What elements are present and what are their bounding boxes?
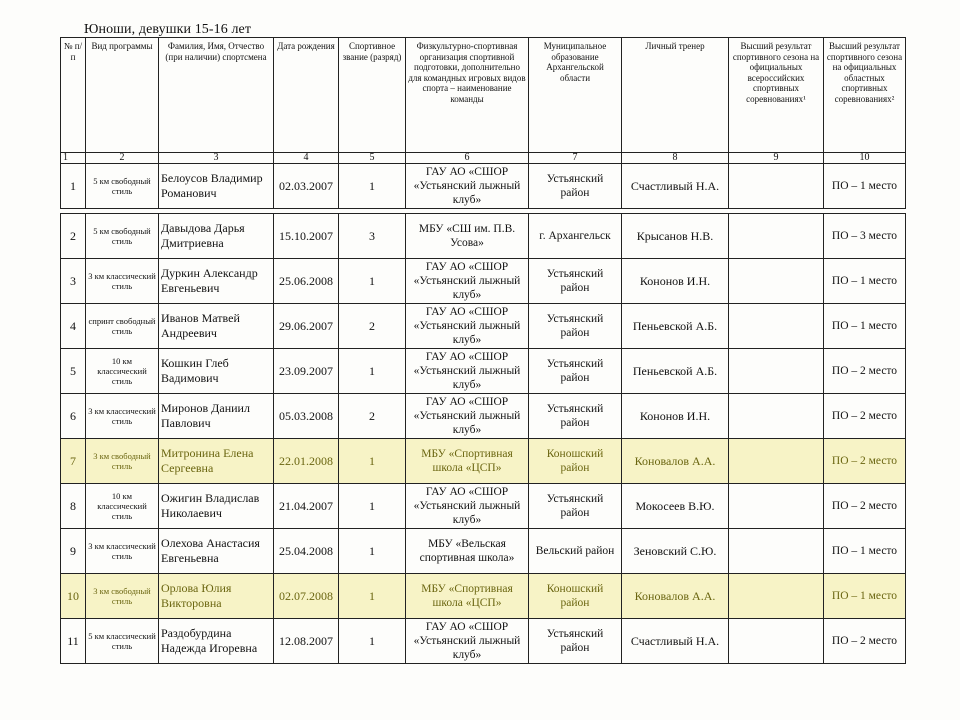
rank-cell: 1	[339, 619, 406, 664]
table-row	[61, 439, 906, 484]
table-row	[61, 574, 906, 619]
column-number: 1	[61, 153, 86, 164]
athlete-name-cell: Миронов Даниил Павлович	[159, 394, 274, 439]
column-number: 9	[729, 153, 824, 164]
rank-cell: 1	[339, 574, 406, 619]
program-cell: 3 км классический стиль	[86, 259, 159, 304]
regional-result-cell: ПО – 2 место	[824, 439, 906, 484]
row-number-cell: 10	[61, 574, 86, 619]
regional-result-cell: ПО – 1 место	[824, 164, 906, 209]
coach-cell: Кононов И.Н.	[622, 394, 729, 439]
athlete-name-cell: Белоусов Владимир Романович	[159, 164, 274, 209]
organization-cell: ГАУ АО «СШОР «Устьянский лыжный клуб»	[406, 259, 529, 304]
column-number: 10	[824, 153, 906, 164]
table-row	[61, 349, 906, 394]
header-cell: Вид программы	[86, 38, 159, 153]
table-row	[61, 164, 906, 209]
municipality-cell: Устьянский район	[529, 259, 622, 304]
header-cell: Муниципальное образование Архангельской области	[529, 38, 622, 153]
birth-date-cell: 25.04.2008	[274, 529, 339, 574]
all-russia-result-cell	[729, 619, 824, 664]
organization-cell: ГАУ АО «СШОР «Устьянский лыжный клуб»	[406, 484, 529, 529]
table-body	[61, 164, 906, 664]
coach-cell: Мокосеев В.Ю.	[622, 484, 729, 529]
header-cell: Дата рождения	[274, 38, 339, 153]
row-number-cell: 4	[61, 304, 86, 349]
athlete-name-cell: Кошкин Глеб Вадимович	[159, 349, 274, 394]
program-cell: 3 км классический стиль	[86, 394, 159, 439]
all-russia-result-cell	[729, 439, 824, 484]
program-cell: 3 км свободный стиль	[86, 574, 159, 619]
municipality-cell: Коношский район	[529, 439, 622, 484]
all-russia-result-cell	[729, 394, 824, 439]
birth-date-cell: 29.06.2007	[274, 304, 339, 349]
column-number: 3	[159, 153, 274, 164]
row-number-cell: 8	[61, 484, 86, 529]
header-cell: Фамилия, Имя, Отчество (при наличии) спортсмена	[159, 38, 274, 153]
program-cell: 5 км свободный стиль	[86, 214, 159, 259]
organization-cell: ГАУ АО «СШОР «Устьянский лыжный клуб»	[406, 349, 529, 394]
regional-result-cell: ПО – 1 место	[824, 574, 906, 619]
program-cell: 3 км классический стиль	[86, 529, 159, 574]
organization-cell: ГАУ АО «СШОР «Устьянский лыжный клуб»	[406, 304, 529, 349]
rank-cell: 1	[339, 259, 406, 304]
rank-cell: 1	[339, 164, 406, 209]
all-russia-result-cell	[729, 484, 824, 529]
table-row	[61, 214, 906, 259]
organization-cell: ГАУ АО «СШОР «Устьянский лыжный клуб»	[406, 164, 529, 209]
column-number: 7	[529, 153, 622, 164]
athlete-name-cell: Раздобурдина Надежда Игоревна	[159, 619, 274, 664]
regional-result-cell: ПО – 1 место	[824, 529, 906, 574]
coach-cell: Кононов И.Н.	[622, 259, 729, 304]
athletes-table	[60, 37, 906, 664]
all-russia-result-cell	[729, 259, 824, 304]
column-number: 2	[86, 153, 159, 164]
header-row	[61, 38, 906, 153]
athlete-name-cell: Ожигин Владислав Николаевич	[159, 484, 274, 529]
athlete-name-cell: Митронина Елена Сергеевна	[159, 439, 274, 484]
header-cell: Спортивное звание (разряд)	[339, 38, 406, 153]
all-russia-result-cell	[729, 304, 824, 349]
organization-cell: МБУ «Спортивная школа «ЦСП»	[406, 574, 529, 619]
organization-cell: МБУ «Спортивная школа «ЦСП»	[406, 439, 529, 484]
birth-date-cell: 25.06.2008	[274, 259, 339, 304]
regional-result-cell: ПО – 2 место	[824, 394, 906, 439]
table-row	[61, 619, 906, 664]
athlete-name-cell: Давыдова Дарья Дмитриевна	[159, 214, 274, 259]
regional-result-cell: ПО – 1 место	[824, 304, 906, 349]
coach-cell: Крысанов Н.В.	[622, 214, 729, 259]
municipality-cell: Коношский район	[529, 574, 622, 619]
birth-date-cell: 12.08.2007	[274, 619, 339, 664]
all-russia-result-cell	[729, 529, 824, 574]
rank-cell: 1	[339, 349, 406, 394]
all-russia-result-cell	[729, 574, 824, 619]
column-number: 5	[339, 153, 406, 164]
program-cell: 5 км классический стиль	[86, 619, 159, 664]
coach-cell: Пеньевской А.Б.	[622, 349, 729, 394]
coach-cell: Зеновский С.Ю.	[622, 529, 729, 574]
header-cell: Физкультурно-спортивная организация спортивной подготовки, дополнительно для командных игровых видов спорта – наименование команды	[406, 38, 529, 153]
row-number-cell: 3	[61, 259, 86, 304]
municipality-cell: Устьянский район	[529, 619, 622, 664]
table-row	[61, 529, 906, 574]
page-caption: Юноши, девушки 15-16 лет	[84, 22, 252, 37]
column-number-row	[61, 153, 906, 164]
athlete-name-cell: Олехова Анастасия Евгеньевна	[159, 529, 274, 574]
row-number-cell: 9	[61, 529, 86, 574]
column-number: 4	[274, 153, 339, 164]
regional-result-cell: ПО – 1 место	[824, 259, 906, 304]
birth-date-cell: 23.09.2007	[274, 349, 339, 394]
header-cell: Высший результат спортивного сезона на официальных областных спортивных соревнованиях²	[824, 38, 906, 153]
header-cell: Личный тренер	[622, 38, 729, 153]
table-row	[61, 394, 906, 439]
birth-date-cell: 02.07.2008	[274, 574, 339, 619]
regional-result-cell: ПО – 2 место	[824, 349, 906, 394]
municipality-cell: Устьянский район	[529, 394, 622, 439]
organization-cell: МБУ «Вельская спортивная школа»	[406, 529, 529, 574]
birth-date-cell: 15.10.2007	[274, 214, 339, 259]
column-number: 8	[622, 153, 729, 164]
coach-cell: Коновалов А.А.	[622, 574, 729, 619]
rank-cell: 2	[339, 394, 406, 439]
regional-result-cell: ПО – 2 место	[824, 484, 906, 529]
row-number-cell: 11	[61, 619, 86, 664]
table-row	[61, 304, 906, 349]
birth-date-cell: 21.04.2007	[274, 484, 339, 529]
coach-cell: Коновалов А.А.	[622, 439, 729, 484]
athlete-name-cell: Дуркин Александр Евгеньевич	[159, 259, 274, 304]
municipality-cell: Устьянский район	[529, 304, 622, 349]
program-cell: спринт свободный стиль	[86, 304, 159, 349]
birth-date-cell: 05.03.2008	[274, 394, 339, 439]
coach-cell: Пеньевской А.Б.	[622, 304, 729, 349]
row-number-cell: 7	[61, 439, 86, 484]
regional-result-cell: ПО – 3 место	[824, 214, 906, 259]
municipality-cell: Устьянский район	[529, 164, 622, 209]
program-cell: 3 км свободный стиль	[86, 439, 159, 484]
row-number-cell: 1	[61, 164, 86, 209]
municipality-cell: г. Архангельск	[529, 214, 622, 259]
rank-cell: 2	[339, 304, 406, 349]
row-number-cell: 2	[61, 214, 86, 259]
program-cell: 10 км классический стиль	[86, 484, 159, 529]
program-cell: 5 км свободный стиль	[86, 164, 159, 209]
all-russia-result-cell	[729, 164, 824, 209]
rank-cell: 1	[339, 484, 406, 529]
coach-cell: Счастливый Н.А.	[622, 164, 729, 209]
birth-date-cell: 02.03.2007	[274, 164, 339, 209]
rank-cell: 1	[339, 439, 406, 484]
header-cell: № п/п	[61, 38, 86, 153]
rank-cell: 3	[339, 214, 406, 259]
table-row	[61, 259, 906, 304]
organization-cell: ГАУ АО «СШОР «Устьянский лыжный клуб»	[406, 619, 529, 664]
municipality-cell: Устьянский район	[529, 484, 622, 529]
row-number-cell: 5	[61, 349, 86, 394]
row-number-cell: 6	[61, 394, 86, 439]
athlete-name-cell: Орлова Юлия Викторовна	[159, 574, 274, 619]
athlete-name-cell: Иванов Матвей Андреевич	[159, 304, 274, 349]
header-cell: Высший результат спортивного сезона на официальных всероссийских спортивных соревнованиях¹	[729, 38, 824, 153]
column-number: 6	[406, 153, 529, 164]
program-cell: 10 км классический стиль	[86, 349, 159, 394]
rank-cell: 1	[339, 529, 406, 574]
municipality-cell: Вельский район	[529, 529, 622, 574]
table-row	[61, 484, 906, 529]
regional-result-cell: ПО – 2 место	[824, 619, 906, 664]
birth-date-cell: 22.01.2008	[274, 439, 339, 484]
organization-cell: МБУ «СШ им. П.В. Усова»	[406, 214, 529, 259]
organization-cell: ГАУ АО «СШОР «Устьянский лыжный клуб»	[406, 394, 529, 439]
all-russia-result-cell	[729, 349, 824, 394]
coach-cell: Счастливый Н.А.	[622, 619, 729, 664]
all-russia-result-cell	[729, 214, 824, 259]
municipality-cell: Устьянский район	[529, 349, 622, 394]
